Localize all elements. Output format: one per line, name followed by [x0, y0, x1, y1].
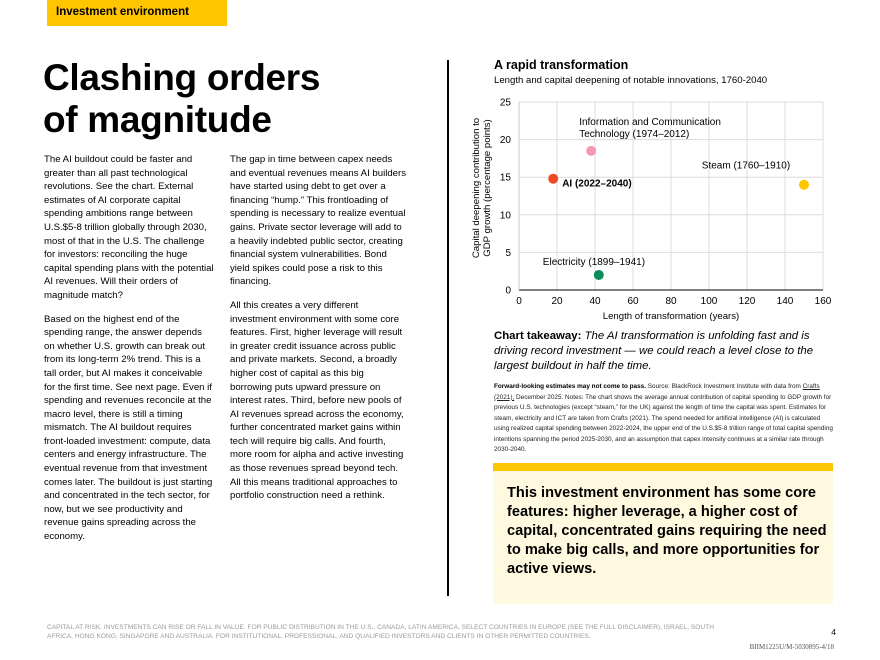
y-tick-label: 10	[499, 210, 511, 222]
x-tick-label: 0	[516, 296, 522, 307]
callout-text: This investment environment has some core features: higher leverage, a higher cost of capital, concentrated gains requiring the need to make big calls, and more opportunities for active views.	[507, 485, 827, 577]
source-link[interactable]: Crafts (2021),	[494, 383, 820, 401]
chart-takeaway-text: The AI transformation is unfolding fast and is driving record investment — we could reach a level close to the largest buildout in half the time.	[494, 330, 814, 372]
data-label-electricity: Electricity (1899–1941)	[542, 256, 646, 268]
source-notes	[494, 382, 836, 456]
page-number: 4	[831, 627, 836, 637]
data-label-steam: Steam (1760–1910)	[701, 160, 791, 172]
forward-looking-note: Forward-looking estimates may not come to pass.	[494, 383, 646, 390]
source-intro: Source: BlackRock Investment Institute with data from	[647, 383, 801, 390]
y-tick-label: 15	[499, 172, 511, 184]
data-label-ai: AI (2022–2040)	[562, 178, 632, 190]
x-tick-label: 40	[589, 296, 601, 307]
body-paragraph: The AI buildout could be faster and greater than all past technological revolutions. See the chart. External estimates of AI corporate capital spending ambitions range between U.S.$5-8 trillion globally through 2030, most of that in the U.S. The challenge for investors: reconciling the huge capital spending plans with the potential AI revenues. Will their orders of magnitude match?	[44, 154, 214, 301]
data-label-ict: Information and Communication	[579, 116, 721, 128]
chart-takeaway	[494, 329, 839, 374]
data-point-ict	[586, 146, 596, 156]
y-tick-label: 20	[499, 135, 511, 147]
x-tick-label: 60	[627, 296, 639, 307]
x-tick-label: 80	[665, 296, 677, 307]
body-paragraph: The gap in time between capex needs and eventual revenues means AI builders have started using debt to get over a financing “hump.” This frontloading of spending is necessary to realize eventual gains. Private sector leverage will add to a heavily indebted public sector, creating financial system vulnerabilities. Bond yield spikes could pose a risk to this financing.	[230, 154, 406, 288]
chart-subtitle: Length and capital deepening of notable innovations, 1760-2040	[494, 75, 768, 86]
page-title-line-1: Clashing orders	[43, 57, 321, 98]
x-axis-label: Length of transformation (years)	[602, 311, 740, 322]
body-column-1	[44, 153, 214, 554]
y-tick-label: 25	[499, 97, 511, 109]
y-axis-label: Capital deepening contribution toGDP growth (percentage points)	[471, 117, 493, 259]
x-tick-label: 160	[814, 296, 832, 307]
page-title-line-2: of magnitude	[43, 99, 272, 141]
x-tick-label: 120	[738, 296, 756, 307]
data-point-steam	[799, 180, 809, 190]
callout-accent-bar	[493, 463, 833, 471]
body-column-2	[230, 153, 406, 513]
scatter-chart	[466, 92, 846, 328]
callout-box	[493, 471, 833, 604]
document-id: BIIM1225U/M-5030895-4/18	[749, 643, 834, 651]
data-point-ai	[548, 174, 558, 184]
section-tag-label: Investment environment	[56, 6, 189, 18]
y-tick-label: 5	[505, 247, 511, 259]
data-label-ict: Technology (1974–2012)	[579, 128, 690, 140]
column-divider	[447, 60, 449, 596]
y-tick-label: 0	[505, 285, 511, 297]
body-paragraph: Based on the highest end of the spending range, the answer depends on whether U.S. growth can break out from its long-term 2% trend. This is a tall order, but AI makes it conceivable for the first time. See next page. Even if spending and revenues reconcile at the macro level, there is still a timing mismatch. The AI buildout requires front-loaded investment: compute, data centers and energy infrastructure. The eventual revenue from that investment comes later. The buildout is just starting and concentrated in the tech sector, for now, but we see productivity and revenue gains spreading across the economy.	[44, 313, 213, 543]
body-paragraph: All this creates a very different investment environment with some core features. First, higher leverage will result in greater credit issuance across public and private markets. Second, a broadly higher cost of capital as this big borrowing puts upward pressure on interest rates. Third, before new pools of AI revenues spread across the economy, further concentrated market gains within tech will require big calls. And fourth, more room for alpha and active investing as those revenues spread beyond tech. All this means traditional approaches to portfolio construction need a rethink.	[230, 299, 404, 502]
section-tag	[47, 0, 227, 26]
chart-takeaway-label: Chart takeaway:	[494, 330, 582, 342]
data-point-electricity	[594, 270, 604, 280]
x-tick-label: 140	[776, 296, 794, 307]
chart-title: A rapid transformation	[494, 58, 629, 72]
x-tick-label: 20	[551, 296, 563, 307]
disclaimer: CAPITAL AT RISK. INVESTMENTS CAN RISE OR FALL IN VALUE. FOR PUBLIC DISTRIBUTION IN THE U.S., CANADA, LATIN AMERICA, SELECT COUNTRIES IN EUROPE (SEE THE FULL DISCLAIMER), ISRAEL, SOUTH AFRICA, HONG KONG, SINGAPORE AND AUSTRALIA. FOR INSTITUTIONAL, PROFESSIONAL, AND QUALIFIED INVESTORS AND CLIENTS IN OTHER PERMITTED COUNTRIES.	[47, 624, 714, 640]
source-notes-text: December 2025. Notes: The chart shows the average annual contribution of capital spending to GDP growth for previous U.S. technologies (except “steam,” for the UK) against the length of time the capital was spent. Estimates for steam, electricity and ICT are taken from Crafts (2021). The spend needed for artificial intelligence (AI) is calculated using realized capital spending between 2022-2024, the upper end of the U.S.$5-8 trillion range of total capital spending intentions spanning the period 2025-2030, and an assumption that capex intensity continues at a similar rate through 2030-2040.	[494, 393, 833, 453]
x-tick-label: 100	[700, 296, 718, 307]
page-title	[43, 57, 423, 141]
